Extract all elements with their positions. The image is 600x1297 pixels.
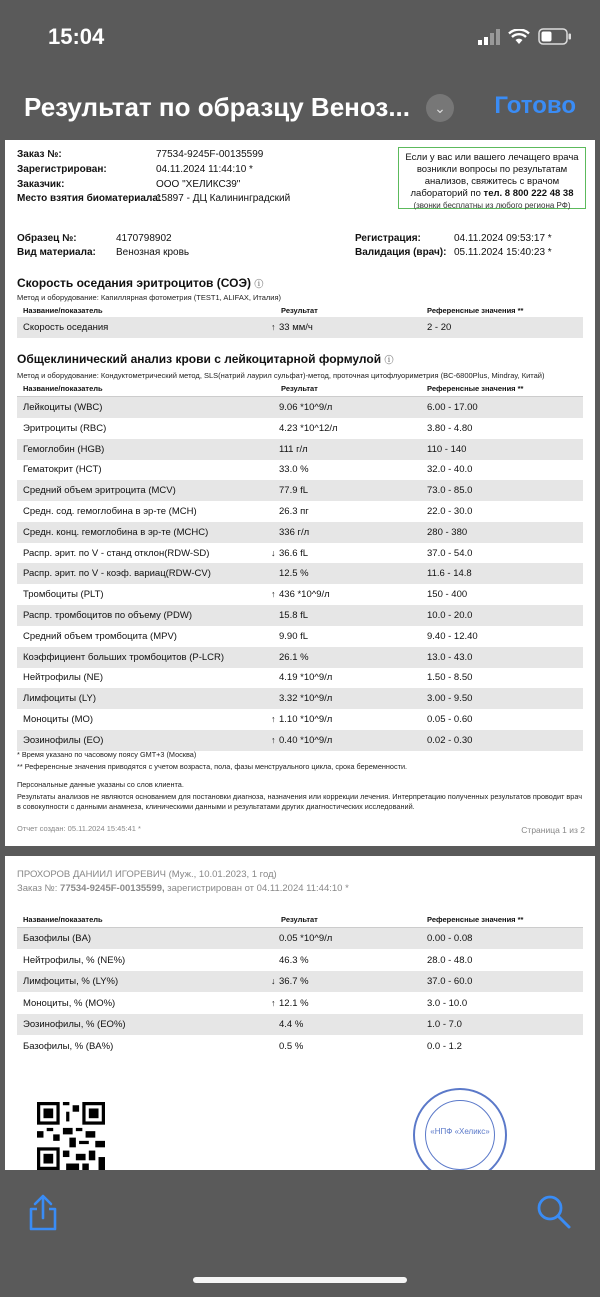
done-button[interactable]: Готово (494, 92, 576, 119)
esr-method: Метод и оборудование: Капиллярная фотометрия (TEST1, ALIFAX, Италия) (17, 293, 282, 302)
row-name: Лимфоциты (LY) (23, 693, 96, 705)
table-row (17, 971, 583, 992)
row-name: Средний объем эритроцита (MCV) (23, 485, 176, 497)
arrow-up-icon: ↑ (271, 997, 276, 1008)
table-row (17, 563, 583, 584)
cbc-table-header: Название/показатель Результат Референсные значения ** (17, 384, 583, 397)
info-icon[interactable]: ⓘ (254, 279, 264, 289)
validation-label: Валидация (врач): (355, 247, 447, 258)
row-reference: 150 - 400 (427, 589, 468, 601)
row-name: Скорость оседания (23, 322, 109, 333)
row-result: 46.3 % (279, 954, 309, 966)
row-reference: 32.0 - 40.0 (427, 464, 473, 476)
row-reference: 0.00 - 0.08 (427, 933, 473, 944)
registration-value: 04.11.2024 09:53:17 * (454, 233, 552, 244)
table-row (17, 418, 583, 439)
row-name: Средн. конц. гемоглобина в эр-те (MCHC) (23, 526, 209, 538)
row-reference: 10.0 - 20.0 (427, 610, 473, 621)
row-name: Эозинофилы (EO) (23, 734, 104, 746)
table-row (17, 480, 583, 501)
row-result: ↑ 0.40 *10^9/л (279, 730, 332, 751)
qr-code (37, 1102, 105, 1170)
title-menu-chevron-icon[interactable]: ⌄ (426, 94, 454, 122)
row-reference: 13.0 - 43.0 (427, 651, 473, 663)
collection-place-value: 15897 - ДЦ Калининградский (156, 193, 291, 204)
row-reference: 73.0 - 85.0 (427, 485, 473, 497)
table-row (17, 730, 583, 751)
table-row (17, 317, 583, 338)
registered-value: 04.11.2024 11:44:10 * (156, 164, 253, 175)
material-value: Венозная кровь (116, 247, 190, 258)
contact-phone[interactable]: тел. 8 800 222 48 38 (483, 188, 574, 199)
table-row (17, 1014, 583, 1035)
order-number: 77534-9245F-00135599, (60, 883, 165, 894)
row-name: Нейтрофилы, % (NE%) (23, 954, 126, 966)
table-row (17, 688, 583, 709)
order-no-value: 77534-9245F-00135599 (156, 149, 264, 160)
registered-label: Зарегистрирован: (17, 164, 107, 175)
row-reference: 0.05 - 0.60 (427, 714, 473, 725)
row-reference: 28.0 - 48.0 (427, 954, 473, 966)
personal-data-note: Персональные данные указаны со слов клиента. (17, 780, 184, 789)
esr-section-title: Скорость оседания эритроцитов (СОЭ) ⓘ (17, 276, 264, 290)
row-reference: 110 - 140 (427, 443, 467, 455)
registration-label: Регистрация: (355, 233, 421, 244)
cellular-signal-icon (478, 29, 500, 45)
table-row (17, 522, 583, 543)
row-result: 12.5 % (279, 568, 309, 580)
row-result: ↑ 33 мм/ч (279, 317, 313, 338)
document-page-1 (5, 140, 595, 846)
battery-icon (538, 28, 572, 45)
row-result: ↑ 12.1 % (279, 993, 309, 1014)
row-result: 15.8 fL (279, 610, 309, 621)
row-result: 4.4 % (279, 1019, 304, 1030)
row-reference: 280 - 380 (427, 526, 468, 538)
row-result: ↑ 436 *10^9/л (279, 584, 330, 605)
row-name: Лимфоциты, % (LY%) (23, 976, 119, 987)
row-reference: 3.80 - 4.80 (427, 422, 473, 434)
row-reference: 3.0 - 10.0 (427, 997, 468, 1009)
page-number: Страница 1 из 2 (521, 825, 585, 835)
table-row (17, 928, 583, 949)
sample-no-value: 4170798902 (116, 233, 172, 244)
row-name: Распр. тромбоцитов по объему (PDW) (23, 610, 193, 621)
row-reference: 0.0 - 1.2 (427, 1040, 462, 1052)
esr-table-header: Название/показатель Результат Референсные значения ** (17, 306, 583, 319)
row-result: 9.06 *10^9/л (279, 402, 333, 413)
row-name: Распр. эрит. по V - коэф. вариац(RDW-CV) (23, 568, 211, 580)
wifi-icon (508, 29, 530, 45)
arrow-up-icon: ↑ (271, 714, 276, 724)
table-row (17, 667, 583, 688)
table-row (17, 439, 583, 460)
arrow-down-icon: ↓ (271, 976, 276, 986)
document-page-2 (5, 856, 595, 1170)
table-row (17, 459, 583, 480)
customer-value: ООО "ХЕЛИКС39" (156, 179, 241, 190)
row-name: Средн. сод. гемоглобина в эр-те (MCH) (23, 506, 197, 517)
row-result: 33.0 % (279, 464, 309, 476)
row-name: Тромбоциты (PLT) (23, 589, 104, 601)
row-result: 9.90 fL (279, 630, 309, 642)
row-result: ↓ 36.6 fL (279, 543, 308, 564)
company-stamp: «НПФ «Хеликс» (413, 1088, 507, 1170)
row-result: 336 г/л (279, 526, 310, 538)
table-row (17, 993, 583, 1014)
row-result: ↑ 1.10 *10^9/л (279, 709, 332, 730)
info-icon[interactable]: ⓘ (384, 355, 394, 365)
row-name: Моноциты (MO) (23, 714, 94, 725)
table-row (17, 626, 583, 647)
row-name: Средний объем тромбоцита (MPV) (23, 630, 177, 642)
row-result: 4.23 *10^12/л (279, 422, 338, 434)
page2-table-header: Название/показатель Результат Референсные значения ** (17, 915, 583, 928)
row-name: Базофилы (BA) (23, 933, 92, 944)
cbc-method: Метод и оборудование: Кондуктометрический метод, SLS(натрий лаурил сульфат)-метод, проточная цитофлуориметрия (BC-6800Plus, Mindray, Китай) (17, 371, 545, 380)
timezone-note: * Время указано по часовому поясу GMT+3 (Москва) (17, 750, 197, 759)
table-row (17, 501, 583, 522)
row-reference: 37.0 - 60.0 (427, 976, 473, 987)
home-indicator[interactable] (193, 1277, 407, 1283)
row-name: Моноциты, % (MO%) (23, 997, 116, 1009)
row-name: Гемоглобин (HGB) (23, 443, 105, 455)
table-row (17, 709, 583, 730)
arrow-up-icon: ↑ (271, 322, 276, 332)
disclaimer-note: Результаты анализов не являются основанием для постановки диагноза, назначения или коррекции лечения. Интерпретацию полученных результатов проводит врач в совокупности с данными анамнеза, клиническими данными и результатами других диагностических исследований. (17, 792, 583, 811)
arrow-up-icon: ↑ (271, 589, 276, 600)
row-name: Нейтрофилы (NE) (23, 672, 104, 684)
arrow-down-icon: ↓ (271, 547, 276, 558)
row-name: Эозинофилы, % (EO%) (23, 1019, 126, 1030)
cbc-section-title: Общеклинический анализ крови с лейкоцитарной формулой ⓘ (17, 352, 394, 366)
status-bar (0, 0, 600, 80)
row-name: Базофилы, % (BA%) (23, 1040, 114, 1052)
row-reference: 2 - 20 (427, 322, 452, 333)
nav-bar (0, 80, 600, 140)
table-row (17, 397, 583, 418)
row-reference: 22.0 - 30.0 (427, 506, 473, 517)
validation-value: 05.11.2024 15:40:23 * (454, 247, 552, 258)
table-row (17, 647, 583, 668)
row-reference: 6.00 - 17.00 (427, 402, 478, 413)
patient-header: ПРОХОРОВ ДАНИИЛ ИГОРЕВИЧ (Муж., 10.01.2023, 1 год) Заказ №: 77534-9245F-00135599, зарегистрирован от 04.11.2024 11:44:10 * (17, 869, 349, 894)
status-icons (478, 28, 572, 45)
row-reference: 1.0 - 7.0 (427, 1019, 462, 1030)
search-icon[interactable] (536, 1194, 572, 1230)
contact-info-box: Если у вас или вашего лечащего врача возникли вопросы по результатам анализов, свяжитесь с врачом лабораторий по тел. 8 800 222 48 38 (звонки бесплатны из любого региона РФ) (398, 147, 586, 209)
customer-label: Заказчик: (17, 179, 65, 190)
row-reference: 1.50 - 8.50 (427, 672, 473, 684)
material-label: Вид материала: (17, 247, 96, 258)
row-reference: 9.40 - 12.40 (427, 630, 478, 642)
table-row (17, 584, 583, 605)
row-result: 77.9 fL (279, 485, 309, 497)
row-result: ↓ 36.7 % (279, 971, 309, 992)
row-name: Распр. эрит. по V - станд отклон(RDW-SD) (23, 547, 210, 559)
table-row (17, 950, 583, 971)
row-result: 4.19 *10^9/л (279, 672, 333, 684)
report-created: Отчет создан: 05.11.2024 15:45:41 * (17, 824, 141, 833)
sample-no-label: Образец №: (17, 233, 77, 244)
row-reference: 11.6 - 14.8 (427, 568, 472, 580)
table-row (17, 605, 583, 626)
patient-name: ПРОХОРОВ ДАНИИЛ ИГОРЕВИЧ (Муж., 10.01.2023, 1 год) (17, 869, 277, 880)
reference-note: ** Референсные значения приводятся с учетом возраста, пола, фазы менструального цикла, срока беременности. (17, 762, 408, 771)
table-row (17, 543, 583, 564)
row-result: 111 г/л (279, 443, 308, 455)
table-row (17, 1036, 583, 1057)
row-name: Эритроциты (RBC) (23, 422, 107, 434)
row-name: Коэффициент больших тромбоцитов (P-LCR) (23, 651, 225, 663)
row-result: 26.3 пг (279, 506, 309, 517)
arrow-up-icon: ↑ (271, 734, 276, 745)
row-result: 0.05 *10^9/л (279, 933, 333, 944)
row-reference: 3.00 - 9.50 (427, 693, 473, 705)
order-no-label: Заказ №: (17, 149, 62, 160)
status-time: 15:04 (48, 24, 105, 49)
collection-place-label: Место взятия биоматериала: (17, 193, 162, 204)
row-result: 3.32 *10^9/л (279, 693, 333, 705)
row-reference: 0.02 - 0.30 (427, 734, 473, 746)
row-reference: 37.0 - 54.0 (427, 547, 473, 559)
row-name: Гематокрит (HCT) (23, 464, 102, 476)
row-name: Лейкоциты (WBC) (23, 402, 103, 413)
document-title: Результат по образцу Веноз... (24, 92, 410, 122)
share-icon[interactable] (26, 1194, 60, 1232)
row-result: 0.5 % (279, 1040, 304, 1052)
row-result: 26.1 % (279, 651, 309, 663)
